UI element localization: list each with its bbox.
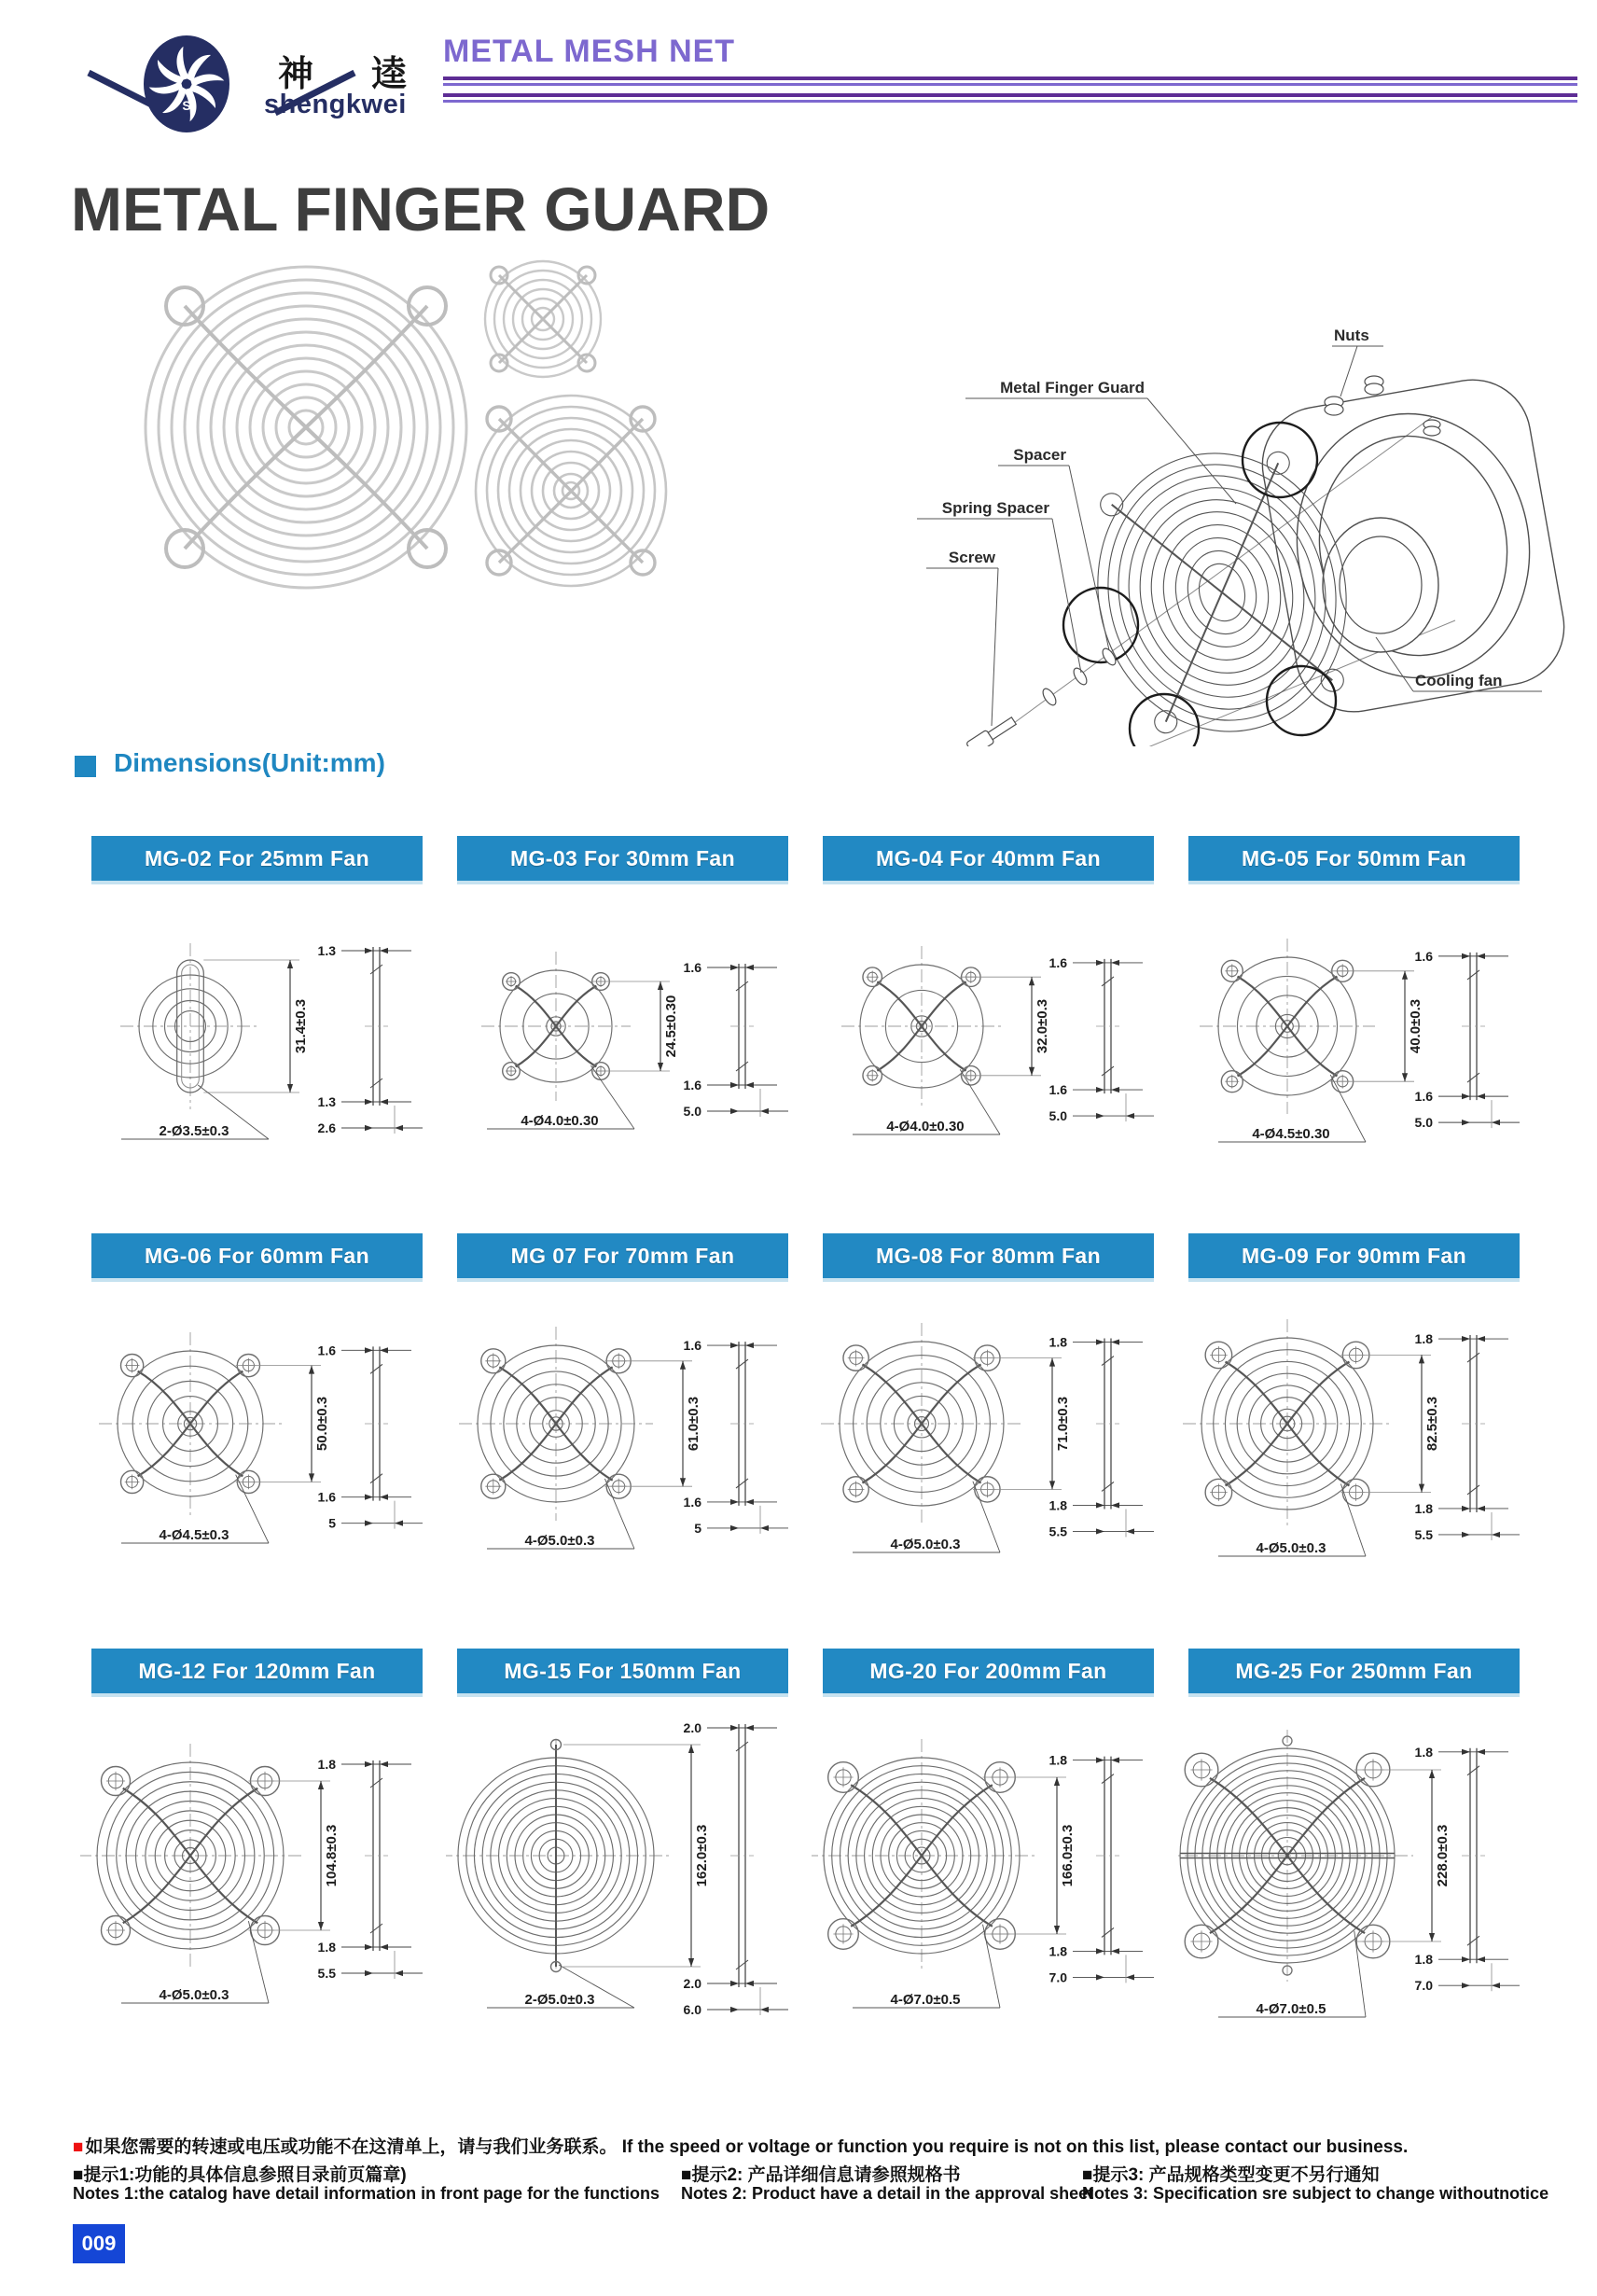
page-number-badge: 009 [73,2224,125,2263]
svg-text:2.0: 2.0 [683,1976,701,1991]
svg-text:4-Ø4.5±0.30: 4-Ø4.5±0.30 [1252,1126,1330,1142]
svg-text:4-Ø4.0±0.30: 4-Ø4.0±0.30 [521,1113,599,1129]
label-spring-spacer: Spring Spacer [941,499,1049,517]
photo-medium-guard [476,396,666,586]
svg-text:1.6: 1.6 [317,1489,336,1505]
label-cooling-fan: Cooling fan [1415,672,1503,689]
brand-title: METAL MESH NET [443,34,736,69]
label-metal-finger-guard: Metal Finger Guard [1000,379,1145,397]
header-stripe [443,100,1577,103]
footer-tip-2: ■提示2: 产品详细信息请参照规格书 [681,2165,961,2185]
product-drawing [80,886,444,1187]
svg-text:4-Ø5.0±0.3: 4-Ø5.0±0.3 [524,1533,595,1549]
svg-text:162.0±0.3: 162.0±0.3 [694,1824,710,1887]
product-header-bar: MG-03 For 30mm Fan [457,836,788,881]
photo-large-guard [146,267,466,588]
logo-chinese-char-2: 逵 [371,55,408,94]
svg-text:1.8: 1.8 [1414,1952,1433,1968]
product-header-bar: MG-04 For 40mm Fan [823,836,1154,881]
product-header-bar: MG-20 For 200mm Fan [823,1649,1154,1693]
svg-text:1.8: 1.8 [1414,1331,1433,1347]
svg-text:50.0±0.3: 50.0±0.3 [314,1396,330,1452]
product-header-bar: MG-08 For 80mm Fan [823,1233,1154,1278]
svg-text:5.5: 5.5 [317,1966,336,1981]
svg-text:4-Ø4.5±0.3: 4-Ø4.5±0.3 [159,1527,229,1543]
svg-text:228.0±0.3: 228.0±0.3 [1435,1824,1451,1887]
product-drawing [446,886,810,1187]
svg-text:1.6: 1.6 [1414,1089,1433,1105]
product-drawing [812,1699,1175,2051]
svg-text:5.5: 5.5 [1048,1524,1067,1539]
product-drawing [812,1284,1175,1584]
photo-small-guard [485,261,601,377]
product-header-bar: MG-12 For 120mm Fan [91,1649,423,1693]
page-title: METAL FINGER GUARD [71,174,771,244]
svg-text:5.0: 5.0 [683,1104,701,1119]
svg-text:82.5±0.3: 82.5±0.3 [1424,1396,1440,1452]
product-header-bar: MG-25 For 250mm Fan [1188,1649,1520,1693]
header-stripe [443,83,1577,86]
svg-text:2-Ø3.5±0.3: 2-Ø3.5±0.3 [159,1123,229,1139]
svg-text:1.3: 1.3 [317,1094,336,1109]
svg-text:1.8: 1.8 [317,1757,336,1772]
product-drawing [812,886,1175,1187]
logo-company-name: shengkwei [264,90,407,119]
svg-text:1.3: 1.3 [317,943,336,958]
label-screw: Screw [948,549,995,566]
svg-text:40.0±0.3: 40.0±0.3 [1408,998,1423,1054]
svg-text:24.5±0.30: 24.5±0.30 [663,995,679,1058]
exploded-assembly-diagram [910,313,1590,746]
svg-text:4-Ø5.0±0.3: 4-Ø5.0±0.3 [1256,1540,1326,1556]
footer-note-3: Notes 3: Specification sre subject to change withoutnotice [1082,2184,1549,2203]
product-drawing [1177,886,1541,1187]
svg-text:1.6: 1.6 [1048,954,1067,970]
svg-text:31.4±0.3: 31.4±0.3 [293,998,309,1054]
svg-text:1.6: 1.6 [683,960,701,975]
svg-text:104.8±0.3: 104.8±0.3 [324,1824,340,1887]
header-stripe [443,93,1577,97]
footer-notice-cn: 如果您需要的转速或电压或功能不在这清单上，请与我们业务联系。 [85,2137,618,2157]
nuts-drawing [1325,376,1440,436]
svg-text:1.8: 1.8 [1048,1497,1067,1513]
footer-tip-1: ■提示1:功能的具体信息参照目录前页篇章) [73,2165,407,2185]
footer-note-2: Notes 2: Product have a detail in the approval sheet [681,2184,1094,2203]
svg-text:2.0: 2.0 [683,1720,701,1735]
product-drawing [446,1284,810,1584]
product-header-bar: MG-02 For 25mm Fan [91,836,423,881]
svg-text:5: 5 [694,1520,701,1536]
header-stripe [443,77,1577,80]
svg-text:1.6: 1.6 [1048,1082,1067,1098]
svg-text:4-Ø4.0±0.30: 4-Ø4.0±0.30 [886,1119,965,1134]
svg-text:5.5: 5.5 [1414,1526,1433,1542]
product-header-bar: MG-15 For 150mm Fan [457,1649,788,1693]
svg-text:4-Ø5.0±0.3: 4-Ø5.0±0.3 [890,1537,961,1552]
dimensions-heading: Dimensions(Unit:mm) [114,748,385,777]
svg-text:1.6: 1.6 [683,1078,701,1092]
logo-pinwheel-icon [144,35,229,132]
svg-text:1.6: 1.6 [1414,948,1433,964]
product-photo [75,250,690,605]
svg-text:32.0±0.3: 32.0±0.3 [1035,998,1050,1054]
svg-text:5.0: 5.0 [1414,1115,1433,1131]
svg-text:1.8: 1.8 [1048,1752,1067,1768]
svg-text:1.8: 1.8 [1048,1943,1067,1959]
footer-notice [73,2133,1408,2158]
product-header-bar: MG-09 For 90mm Fan [1188,1233,1520,1278]
footer-tip-3: ■提示3: 产品规格类型变更不另行通知 [1082,2165,1380,2185]
svg-text:1.6: 1.6 [683,1338,701,1354]
product-drawing [446,1699,810,2051]
svg-text:4-Ø7.0±0.5: 4-Ø7.0±0.5 [890,1992,961,2008]
svg-text:61.0±0.3: 61.0±0.3 [686,1396,701,1452]
svg-text:1.8: 1.8 [1414,1500,1433,1516]
svg-text:5.0: 5.0 [1048,1108,1067,1124]
svg-text:4-Ø5.0±0.3: 4-Ø5.0±0.3 [159,1987,229,2003]
svg-text:2-Ø5.0±0.3: 2-Ø5.0±0.3 [524,1992,595,2008]
svg-text:166.0±0.3: 166.0±0.3 [1060,1824,1076,1887]
svg-text:4-Ø7.0±0.5: 4-Ø7.0±0.5 [1256,2001,1326,2017]
svg-text:6.0: 6.0 [683,2002,701,2017]
product-drawing [80,1284,444,1584]
product-drawing [80,1699,444,2051]
svg-text:1.8: 1.8 [1414,1744,1433,1760]
svg-text:7.0: 7.0 [1414,1978,1433,1994]
svg-text:1.8: 1.8 [317,1940,336,1955]
label-spacer: Spacer [1013,446,1066,464]
svg-text:1.8: 1.8 [1048,1334,1067,1350]
product-drawing [1177,1699,1541,2051]
label-nuts: Nuts [1334,327,1369,344]
svg-text:5: 5 [328,1515,336,1531]
product-header-bar: MG 07 For 70mm Fan [457,1233,788,1278]
red-square-icon: ■ [73,2137,84,2157]
svg-text:1.6: 1.6 [683,1494,701,1510]
svg-text:1.6: 1.6 [317,1343,336,1358]
svg-text:S: S [182,98,191,113]
product-header-bar: MG-05 For 50mm Fan [1188,836,1520,881]
product-header-bar: MG-06 For 60mm Fan [91,1233,423,1278]
svg-text:71.0±0.3: 71.0±0.3 [1055,1396,1071,1452]
footer-notice-en: If the speed or voltage or function you require is not on this list, please contact our business. [617,2137,1409,2157]
svg-text:7.0: 7.0 [1048,1969,1067,1985]
svg-text:2.6: 2.6 [317,1120,336,1135]
product-drawing [1177,1284,1541,1584]
footer-note-1: Notes 1:the catalog have detail information in front page for the functions [73,2184,660,2203]
dimensions-bullet-square [75,756,96,777]
logo-chinese-char-1: 神 [278,55,314,94]
